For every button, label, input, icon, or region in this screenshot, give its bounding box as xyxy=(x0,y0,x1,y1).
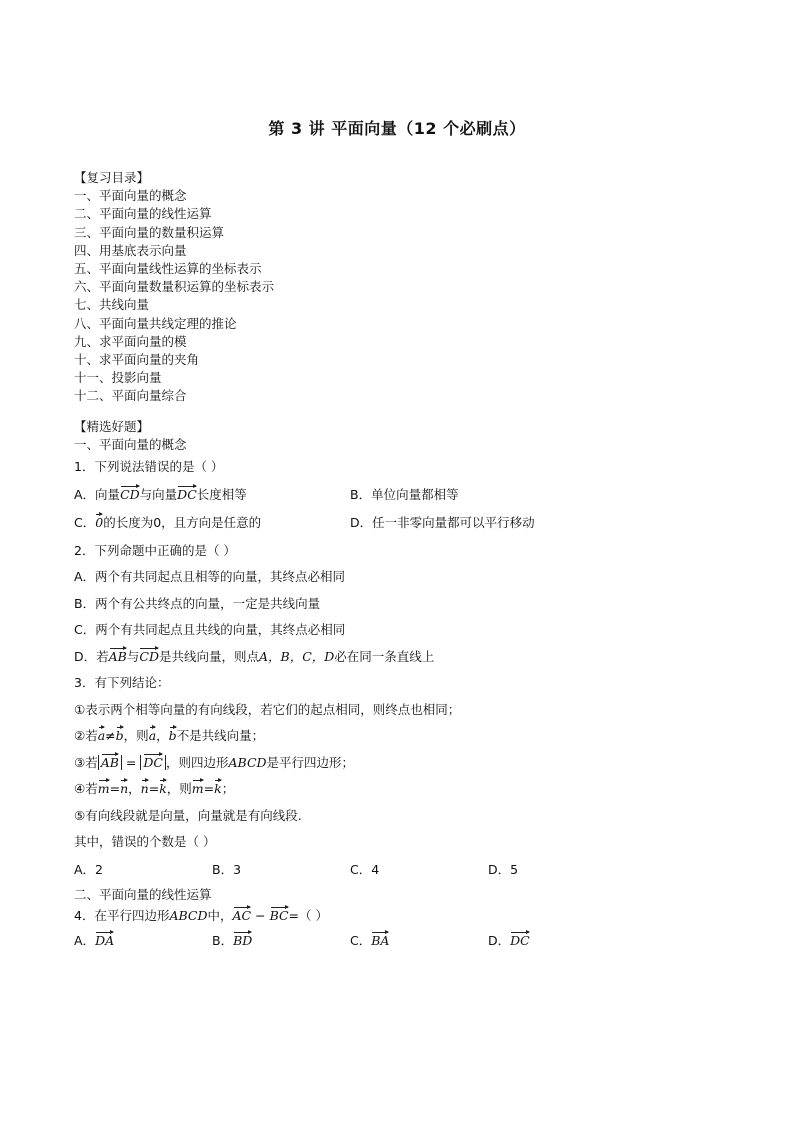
review-item: 四、用基底表示向量 xyxy=(74,242,187,258)
statement-2: ②若a≠b，则a，b不是共线向量； xyxy=(74,728,265,744)
section-heading: 二、平面向量的线性运算 xyxy=(74,887,212,903)
review-item: 十、求平面向量的夹角 xyxy=(74,351,200,367)
option-d: D．任一非零向量都可以平行移动 xyxy=(350,515,535,531)
option-c: C．0的长度为0，且方向是任意的 xyxy=(74,515,262,531)
review-item: 一、平面向量的概念 xyxy=(74,188,187,204)
review-item: 八、平面向量共线定理的推论 xyxy=(74,315,237,331)
option-a: A．向量CD与向量DC长度相等 xyxy=(74,486,247,502)
review-item: 七、共线向量 xyxy=(74,297,150,313)
question-1-options-row-2 xyxy=(74,509,734,538)
review-header: 【复习目录】 xyxy=(74,170,150,185)
option-a: A．两个有共同起点且相等的向量，其终点必相同 xyxy=(74,569,346,585)
review-item: 五、平面向量线性运算的坐标表示 xyxy=(74,260,262,276)
question-3-ask: 其中，错误的个数是（ ） xyxy=(74,834,216,850)
review-item: 六、平面向量数量积运算的坐标表示 xyxy=(74,279,275,295)
option-d: D．5 xyxy=(488,861,519,877)
question-1-options-row-1 xyxy=(74,481,734,510)
option-b: B．单位向量都相等 xyxy=(350,486,459,502)
selected-problems xyxy=(74,418,734,955)
review-item: 九、求平面向量的模 xyxy=(74,333,187,349)
question-3-stem: 3．有下列结论： xyxy=(74,675,170,691)
review-item: 十一、投影向量 xyxy=(74,370,162,386)
option-a: A．DA xyxy=(74,932,115,948)
statement-5: ⑤有向线段就是向量，向量就是有向线段. xyxy=(74,807,302,823)
review-item: 十二、平面向量综合 xyxy=(74,388,187,404)
option-b: B．3 xyxy=(212,861,242,877)
option-c: C．4 xyxy=(350,861,380,877)
option-b: B．两个有公共终点的向量，一定是共线向量 xyxy=(74,595,321,611)
question-4-stem: 4．在平行四边形ABCD中，AC − BC=（ ） xyxy=(74,907,328,923)
review-directory xyxy=(74,169,274,405)
option-c: C．BA xyxy=(350,932,390,948)
review-item: 二、平面向量的线性运算 xyxy=(74,206,212,222)
question-4-options xyxy=(74,927,734,956)
question-1-stem: 1．下列说法错误的是（ ） xyxy=(74,459,224,475)
statement-1: ①表示两个相等向量的有向线段，若它们的起点相同，则终点也相同； xyxy=(74,701,461,717)
question-2-stem: 2．下列命题中正确的是（ ） xyxy=(74,542,236,558)
option-d: D．DC xyxy=(488,932,530,948)
option-a: A．2 xyxy=(74,861,104,877)
question-3-options xyxy=(74,856,734,885)
selected-header: 【精选好题】 xyxy=(74,419,150,434)
option-c: C．两个有共同起点且共线的向量，其终点必相同 xyxy=(74,622,346,638)
statement-3: ③若 AB = DC ，则四边形ABCD是平行四边形； xyxy=(74,754,355,770)
review-item: 三、平面向量的数量积运算 xyxy=(74,224,225,240)
statement-4: ④若m=n，n=k，则m=k； xyxy=(74,781,235,797)
section-heading: 一、平面向量的概念 xyxy=(74,437,187,453)
option-d: D．若AB与CD是共线向量，则点A，B，C，D必在同一条直线上 xyxy=(74,648,435,664)
page-title: 第 3 讲 平面向量（12 个必刷点） xyxy=(268,119,526,138)
option-b: B．BD xyxy=(212,932,253,948)
